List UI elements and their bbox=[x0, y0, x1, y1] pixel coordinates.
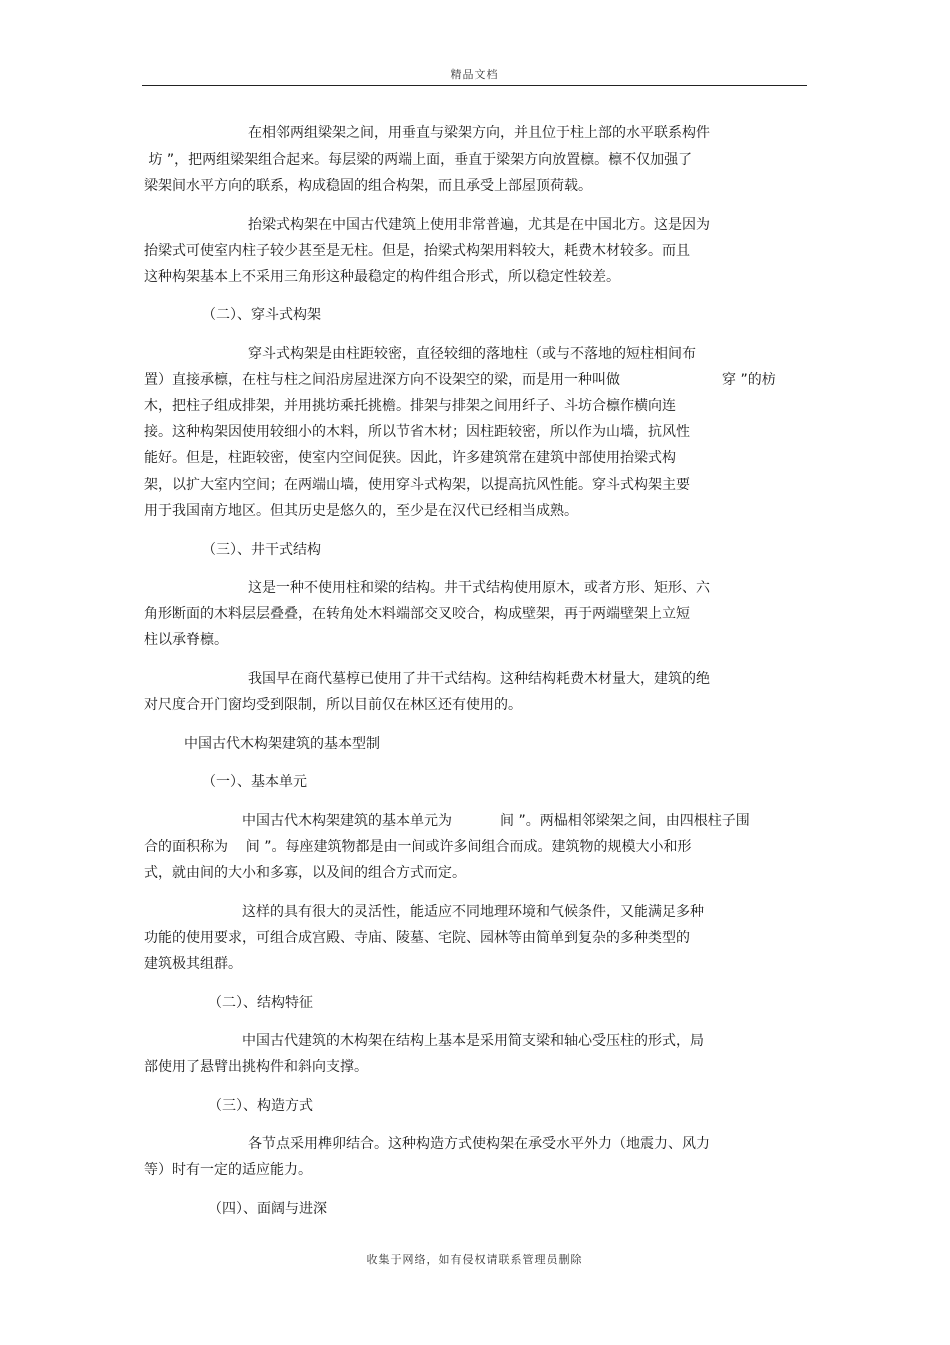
paragraph-line: 在相邻两组梁架之间，用垂直与梁架方向，并且位于柱上部的水平联系构件 bbox=[248, 125, 710, 141]
header-divider bbox=[142, 85, 807, 86]
paragraph-line: 间 ”。两榀相邻梁架之间，由四根柱子围 bbox=[500, 813, 750, 829]
page-header: 精品文档 bbox=[450, 68, 499, 81]
paragraph-line: 等）时有一定的适应能力。 bbox=[144, 1162, 312, 1178]
paragraph-line: 穿斗式构架是由柱距较密，直径较细的落地柱（或与不落地的短柱相间布 bbox=[248, 346, 696, 362]
paragraph-line: 置）直接承檩，在柱与柱之间沿房屋进深方向不设架空的梁，而是用一种叫做 bbox=[144, 372, 620, 388]
paragraph-line: 这是一种不使用柱和梁的结构。井干式结构使用原木，或者方形、矩形、六 bbox=[248, 580, 710, 596]
paragraph-line: 梁架间水平方向的联系，构成稳固的组合构架，而且承受上部屋顶荷载。 bbox=[144, 178, 592, 194]
paragraph-line: 中国古代木构架建筑的基本单元为 bbox=[242, 813, 452, 829]
paragraph-line: 功能的使用要求，可组合成宫殿、寺庙、陵墓、宅院、园林等由简单到复杂的多种类型的 bbox=[144, 930, 690, 946]
section-heading: （三）、构造方式 bbox=[208, 1098, 313, 1114]
paragraph-line: 角形断面的木料层层叠叠，在转角处木料端部交叉咬合，构成壁架，再于两端壁架上立短 bbox=[144, 606, 690, 622]
paragraph-line: 柱以承脊檩。 bbox=[144, 632, 228, 648]
paragraph-line: 木，把柱子组成排架，并用挑坊乘托挑檐。排架与排架之间用纤子、斗坊合檩作横向连 bbox=[144, 398, 676, 414]
paragraph-line: 穿 ”的枋 bbox=[722, 372, 776, 388]
section-heading: （三）、井干式结构 bbox=[202, 542, 321, 558]
paragraph-line: 坊 ”，把两组梁架组合起来。每层梁的两端上面，垂直于梁架方向放置檩。檩不仅加强了 bbox=[144, 152, 693, 168]
page-footer: 收集于网络，如有侵权请联系管理员删除 bbox=[366, 1253, 583, 1266]
paragraph-line: 中国古代建筑的木构架在结构上基本是采用简支梁和轴心受压柱的形式，局 bbox=[242, 1033, 704, 1049]
paragraph-line: 这样的具有很大的灵活性，能适应不同地理环境和气候条件，又能满足多种 bbox=[242, 904, 704, 920]
paragraph-line: 用于我国南方地区。但其历史是悠久的，至少是在汉代已经相当成熟。 bbox=[144, 503, 578, 519]
section-heading: （一）、基本单元 bbox=[202, 774, 307, 790]
paragraph-line: 能好。但是，柱距较密，使室内空间促狭。因此，许多建筑常在建筑中部使用抬梁式构 bbox=[144, 450, 676, 466]
paragraph-line: 部使用了悬臂出挑构件和斜向支撑。 bbox=[144, 1059, 368, 1075]
section-heading: （四）、面阔与进深 bbox=[208, 1201, 327, 1217]
paragraph-line: 对尺度合开门窗均受到限制，所以目前仅在林区还有使用的。 bbox=[144, 697, 522, 713]
paragraph-line: 各节点采用榫卯结合。这种构造方式使构架在承受水平外力（地震力、风力 bbox=[248, 1136, 710, 1152]
paragraph-line: 架，以扩大室内空间；在两端山墙，使用穿斗式构架，以提高抗风性能。穿斗式构架主要 bbox=[144, 477, 690, 493]
paragraph-line: 抬梁式构架在中国古代建筑上使用非常普遍，尤其是在中国北方。这是因为 bbox=[248, 217, 710, 233]
chapter-heading: 中国古代木构架建筑的基本型制 bbox=[184, 736, 380, 752]
section-heading: （二）、结构特征 bbox=[208, 995, 313, 1011]
paragraph-line: 建筑极其组群。 bbox=[144, 956, 242, 972]
section-heading: （二）、穿斗式构架 bbox=[202, 307, 321, 323]
paragraph-line: 这种构架基本上不采用三角形这种最稳定的构件组合形式，所以稳定性较差。 bbox=[144, 269, 620, 285]
paragraph-line: 接。这种构架因使用较细小的木料，所以节省木材；因柱距较密，所以作为山墙，抗风性 bbox=[144, 424, 690, 440]
paragraph-line: 式，就由间的大小和多寡，以及间的组合方式而定。 bbox=[144, 865, 466, 881]
paragraph-line: 我国早在商代墓椁已使用了井干式结构。这种结构耗费木材量大，建筑的绝 bbox=[248, 671, 710, 687]
paragraph-line: 合的面积称为 间 ”。每座建筑物都是由一间或许多间组合而成。建筑物的规模大小和形 bbox=[144, 839, 692, 855]
paragraph-line: 抬梁式可使室内柱子较少甚至是无柱。但是，抬梁式构架用料较大，耗费木材较多。而且 bbox=[144, 243, 690, 259]
